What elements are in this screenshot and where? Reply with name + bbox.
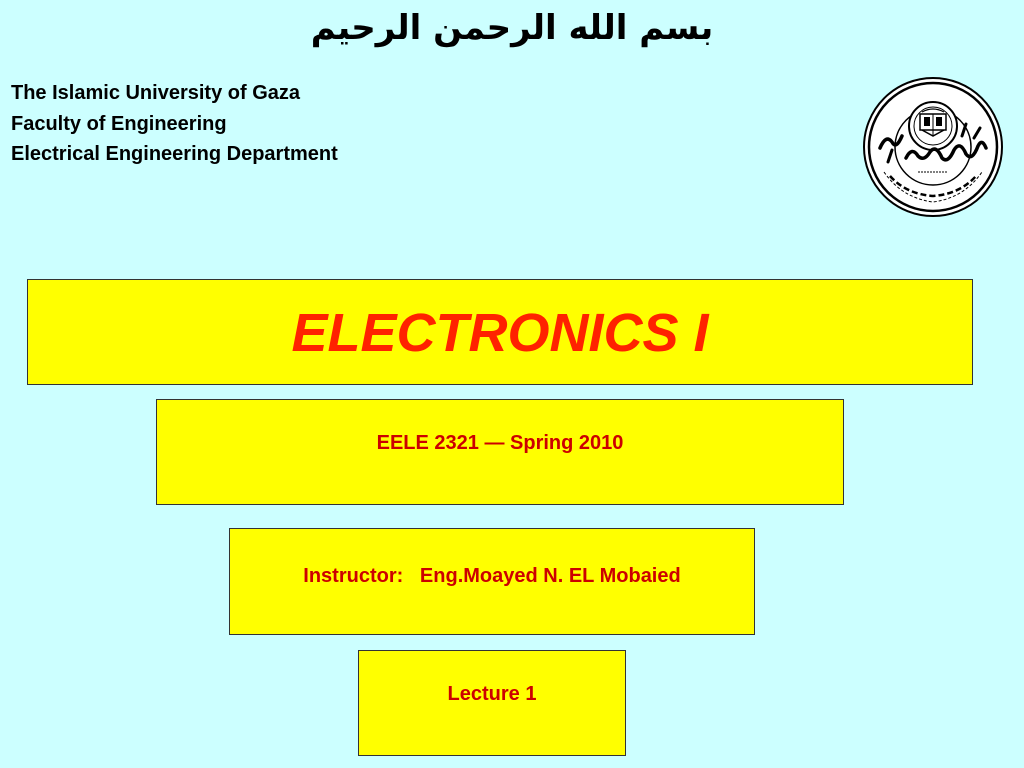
university-seal-icon (862, 76, 1004, 218)
department-name: Electrical Engineering Department (11, 143, 338, 165)
institution-header (11, 78, 338, 170)
university-name: The Islamic University of Gaza (11, 82, 300, 104)
course-code-term: EELE 2321 — Spring 2010 (376, 432, 624, 454)
faculty-name: Faculty of Engineering (11, 112, 227, 135)
basmala-heading: بسم الله الرحمن الرحيم (310, 8, 714, 48)
instructor-box (229, 528, 755, 635)
course-title: ELECTRONICS I (291, 303, 709, 363)
course-info-box (156, 399, 844, 505)
lecture-box (358, 650, 626, 756)
lecture-number: Lecture 1 (447, 683, 537, 705)
instructor-name: Instructor: Eng.Moayed N. EL Mobaied (303, 565, 681, 587)
title-banner (27, 279, 973, 385)
